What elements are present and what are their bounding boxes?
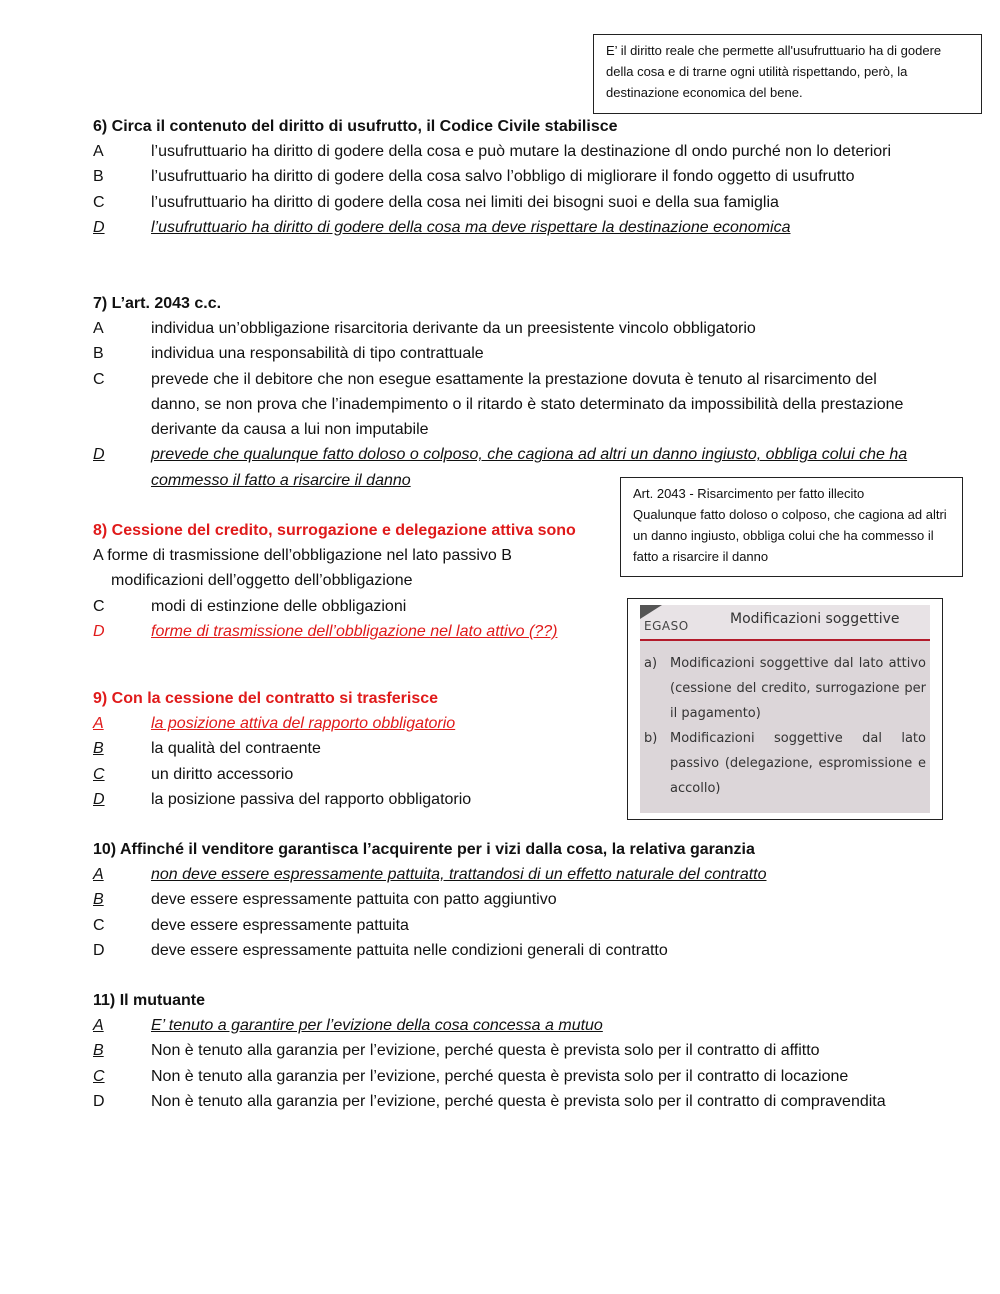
option-letter: A xyxy=(93,320,104,337)
option-letter: C xyxy=(93,765,105,783)
note-usufrutto-text: E’ il diritto reale che permette all'usufruttuario ha di godere della cosa e di trarne ogni utilità rispettando, però, la destinazione economica del bene. xyxy=(606,43,942,100)
option-letter: A xyxy=(93,866,104,883)
question-11 xyxy=(93,988,923,1114)
question-8-options-ab xyxy=(93,543,613,594)
slide-item-text: Modificazioni soggettive dal lato passivo (delegazione, espromissione e accollo) xyxy=(670,731,926,796)
option-text: l’usufruttuario ha diritto di godere della cosa e può mutare la destinazione dl ondo purché non lo deteriori xyxy=(151,143,892,160)
question-9-option-a-correct xyxy=(93,711,923,736)
option-text: prevede che qualunque fatto doloso o colposo, che cagiona ad altri un danno ingiusto, obbliga colui che ha commesso il fatto a risarcire il danno xyxy=(151,446,908,489)
option-letter: A xyxy=(93,1017,104,1034)
option-text: Non è tenuto alla garanzia per l’evizione, perché questa è prevista solo per il contratto di affitto xyxy=(151,1042,820,1060)
option-text: la posizione attiva del rapporto obbligatorio xyxy=(151,715,456,732)
question-8-title: 8) Cessione del credito, surrogazione e delegazione attiva sono xyxy=(93,522,576,539)
slide-item-label: b) xyxy=(644,731,658,746)
option-letter: C xyxy=(93,1067,105,1085)
slide-item-label: a) xyxy=(644,656,658,671)
option-letter: C xyxy=(93,916,105,934)
option-text: E’ tenuto a garantire per l’evizione della cosa concessa a mutuo xyxy=(151,1017,603,1034)
option-letter: D xyxy=(93,622,105,640)
option-letter: D xyxy=(93,446,105,464)
question-10-option-d xyxy=(93,938,923,963)
question-6-option-d-correct xyxy=(93,215,923,240)
question-6-option-b xyxy=(93,164,923,189)
question-10 xyxy=(93,837,923,963)
option-text: deve essere espressamente pattuita xyxy=(151,916,409,934)
question-10-title: 10) Affinché il venditore garantisca l’acquirente per i vizi dalla cosa, la relativa garanzia xyxy=(93,841,755,858)
question-7-title: 7) L’art. 2043 c.c. xyxy=(93,295,222,312)
option-text: l’usufruttuario ha diritto di godere della cosa nei limiti dei bisogni suoi e della sua famiglia xyxy=(151,193,779,211)
question-8 xyxy=(93,518,613,644)
option-text: un diritto accessorio xyxy=(151,765,294,783)
question-10-option-b xyxy=(93,887,923,912)
question-8-option-d-correct xyxy=(93,619,613,644)
question-9-option-b xyxy=(93,736,923,761)
option-letter: B xyxy=(93,1042,104,1060)
question-11-option-c xyxy=(93,1064,923,1089)
option-letter: B xyxy=(93,345,104,363)
note-usufrutto xyxy=(593,34,982,114)
option-text: non deve essere espressamente pattuita, trattandosi di un effetto naturale del contratto xyxy=(151,866,767,883)
question-11-title: 11) Il mutuante xyxy=(93,992,206,1009)
question-6-title: 6) Circa il contenuto del diritto di usufrutto, il Codice Civile stabilisce xyxy=(93,118,618,135)
question-8-option-c xyxy=(93,594,613,619)
question-9-title: 9) Con la cessione del contratto si trasferisce xyxy=(93,690,439,707)
option-text: modi di estinzione delle obbligazioni xyxy=(151,597,407,615)
option-letter: D xyxy=(93,1092,105,1110)
option-letter: D xyxy=(93,218,105,236)
question-6-option-a xyxy=(93,139,923,164)
option-letter: A xyxy=(93,715,104,732)
question-8-option-a-line: A forme di trasmissione dell’obbligazione nel lato passivo B xyxy=(93,547,512,564)
question-7-option-b xyxy=(93,341,923,366)
option-text: la qualità del contraente xyxy=(151,740,321,758)
note-art-2043-text: Qualunque fatto doloso o colposo, che cagiona ad altri un danno ingiusto, obbliga colui che ha commesso il fatto a risarcire il danno xyxy=(633,507,947,564)
option-letter: B xyxy=(93,168,104,186)
question-11-option-d xyxy=(93,1089,923,1114)
slide-title: Modificazioni soggettive xyxy=(730,611,900,627)
logo-icon xyxy=(640,605,662,619)
option-letter: C xyxy=(93,370,105,388)
question-10-option-c xyxy=(93,913,923,938)
slide-header xyxy=(640,605,930,641)
option-text: deve essere espressamente pattuita nelle condizioni generali di contratto xyxy=(151,941,668,959)
question-7-option-d-correct xyxy=(93,442,923,493)
question-11-option-a-correct xyxy=(93,1013,923,1038)
question-9-option-d xyxy=(93,787,923,812)
option-text: l’usufruttuario ha diritto di godere della cosa ma deve rispettare la destinazione economica xyxy=(151,218,791,236)
option-letter: A xyxy=(93,143,104,160)
question-11-option-b xyxy=(93,1038,923,1063)
option-text: Non è tenuto alla garanzia per l’evizione, perché questa è prevista solo per il contratto di compravendita xyxy=(151,1092,886,1110)
option-letter: C xyxy=(93,193,105,211)
question-9-option-c xyxy=(93,762,923,787)
question-9 xyxy=(93,686,923,812)
option-text: Non è tenuto alla garanzia per l’evizione, perché questa è prevista solo per il contratto di locazione xyxy=(151,1067,849,1085)
question-7-option-a xyxy=(93,316,923,341)
question-7 xyxy=(93,291,923,493)
option-letter: D xyxy=(93,790,105,808)
option-text: forme di trasmissione dell’obbligazione nel lato attivo (??) xyxy=(151,622,558,640)
note-art-2043-heading: Art. 2043 - Risarcimento per fatto illecito xyxy=(633,486,865,501)
question-6 xyxy=(93,114,923,240)
option-letter: B xyxy=(93,740,104,758)
option-text: individua un’obbligazione risarcitoria derivante da un preesistente vincolo obbligatorio xyxy=(151,320,756,337)
option-letter: B xyxy=(93,891,104,909)
question-10-option-a-correct xyxy=(93,862,923,887)
question-6-option-c xyxy=(93,190,923,215)
slide-item-text: Modificazioni soggettive dal lato attivo (cessione del credito, surrogazione per il pagamento) xyxy=(670,656,926,721)
option-text: prevede che il debitore che non esegue esattamente la prestazione dovuta è tenuto al risarcimento del danno, se non prova che l’inadempimento o il ritardo è stato determinato da impossibilità della prestazione derivante da causa a lui non imputabile xyxy=(151,370,904,439)
slide-logo-text: EGASO xyxy=(644,619,689,633)
option-text: la posizione passiva del rapporto obbligatorio xyxy=(151,790,472,808)
option-letter: D xyxy=(93,941,105,959)
option-letter: C xyxy=(93,597,105,615)
question-8-option-b-line: modificazioni dell’oggetto dell’obbligazione xyxy=(111,572,413,590)
option-text: l’usufruttuario ha diritto di godere della cosa salvo l’obbligo di migliorare il fondo oggetto di usufrutto xyxy=(151,168,855,186)
question-7-option-c xyxy=(93,367,923,443)
option-text: deve essere espressamente pattuita con patto aggiuntivo xyxy=(151,891,557,909)
option-text: individua una responsabilità di tipo contrattuale xyxy=(151,345,484,363)
